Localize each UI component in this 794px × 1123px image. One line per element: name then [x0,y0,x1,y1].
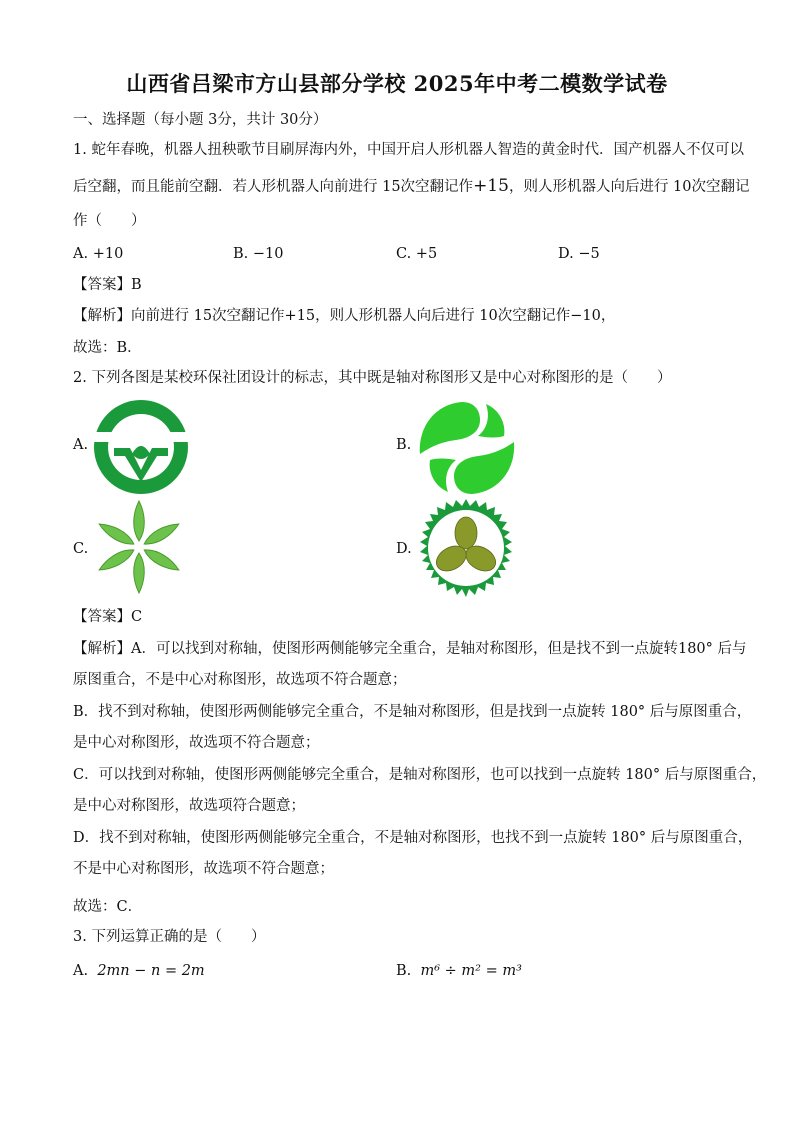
logo-c-icon [90,498,188,596]
q3-stem: 3. 下列运算正确的是（ ） [73,929,266,945]
q1-answer: 【答案】B [73,277,142,293]
q2-analysis-c1: C．可以找到对称轴，使图形两侧能够完全重合，是轴对称图形，也可以找到一点旋转 180° 后与原图重合， [73,767,767,783]
q2-answer: 【答案】C [73,609,143,625]
logo-d-icon [416,498,516,598]
q2-label-d: D. [396,541,412,557]
q3-option-a-expr: 2mn − n = 2m [97,963,205,979]
q1-analysis: 【解析】向前进行 15次空翻记作+15，则人形机器人向后进行 10次空翻记作−10， [73,308,616,324]
q1-line1: 1. 蛇年春晚，机器人扭秧歌节目刷屏海内外，中国开启人形机器人智造的黄金时代．国产机器人不仅可以 [73,142,744,158]
q2-analysis-d1: D．找不到对称轴，使图形两侧能够完全重合，不是轴对称图形，也找不到一点旋转 180° 后与原图重合， [73,830,753,846]
q1-option-a: A. +10 [73,246,124,262]
logo-a-icon [92,398,190,496]
q2-analysis-b1: B．找不到对称轴，使图形两侧能够完全重合，不是轴对称图形，但是找到一点旋转 180° 后与原图重合， [73,704,752,720]
q3-option-b-expr: m⁶ ÷ m² = m³ [420,963,522,979]
q2-analysis-a2: 原图重合，不是中心对称图形，故选项不符合题意； [73,672,407,688]
q1-option-d: D. −5 [558,246,600,262]
q2-analysis-b2: 是中心对称图形，故选项不符合题意； [73,735,320,751]
q1-line2: 后空翻，而且能前空翻．若人形机器人向前进行 15次空翻记作+15，则人形机器人向后进行 10次空翻记 [73,176,750,196]
q1-option-b: B. −10 [233,246,284,262]
q2-analysis-d2: 不是中心对称图形，故选项不符合题意； [73,861,334,877]
page-title: 山西省吕梁市方山县部分学校 2025年中考二模数学试卷 [126,71,668,96]
logo-b-icon [416,400,518,496]
q1-line3: 作（ ） [73,213,146,229]
q2-analysis-a1: 【解析】A．可以找到对称轴，使图形两侧能够完全重合，是轴对称图形，但是找不到一点旋转180° 后与 [73,641,747,657]
q2-label-b: B. [396,437,412,453]
q2-stem: 2. 下列各图是某校环保社团设计的标志，其中既是轴对称图形又是中心对称图形的是（ ） [73,370,672,386]
q3-option-a: A. 2mn − n = 2m [73,963,205,979]
q1-choose: 故选：B． [73,340,142,356]
q3-option-b: B. m⁶ ÷ m² = m³ [396,963,522,979]
q2-choose: 故选：C． [73,899,143,915]
q2-label-c: C. [73,541,89,557]
q1-option-c: C. +5 [396,246,438,262]
section-heading: 一、选择题（每小题 3分，共计 30分） [73,112,328,128]
q2-analysis-c2: 是中心对称图形，故选项符合题意； [73,798,305,814]
q2-label-a: A. [73,437,89,453]
q1-plus15: +15 [473,176,509,196]
